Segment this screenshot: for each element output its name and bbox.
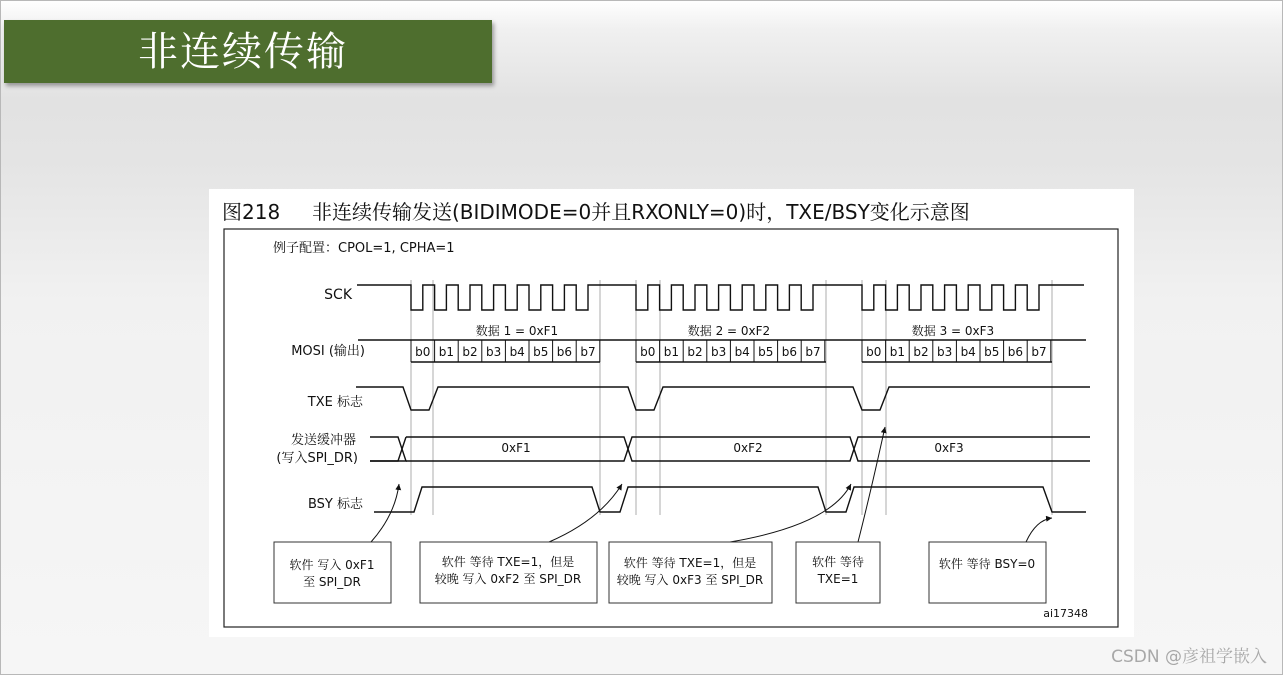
mosi-label: MOSI (输出) [291,344,365,359]
note-3-line-2: 较晚 写入 0xF3 至 SPI_DR [616,573,764,587]
buffer-value-3: 0xF3 [934,441,964,455]
bit-label-b5: b5 [758,345,774,359]
data-label-1: 数据 1 = 0xF1 [475,324,559,338]
config-label: 例子配置：CPOL=1, CPHA=1 [273,241,455,256]
bit-label-b2: b2 [687,345,703,359]
bit-label-b5: b5 [533,345,549,359]
note-3-line-1: 软件 等待 TXE=1，但是 [623,556,757,570]
bit-label-b0: b0 [640,345,656,359]
bit-label-b2: b2 [913,345,929,359]
note-4-line-1: 软件 等待 [812,555,864,569]
buffer-label-2: (写入SPI_DR) [276,451,358,466]
bit-label-b6: b6 [556,345,573,359]
guide-lines [411,280,1052,515]
buffer-value-2: 0xF2 [733,441,763,455]
note-4-line-2: TXE=1 [817,572,859,586]
sck-label: SCK [324,287,352,303]
bit-label-b3: b3 [485,345,502,359]
bit-label-b6: b6 [1007,345,1024,359]
bit-label-b7: b7 [580,345,596,359]
bit-label-b1: b1 [889,345,906,359]
sck-waveform [357,285,1084,310]
mosi-bit-cells [411,340,1051,362]
data-label-2: 数据 2 = 0xF2 [687,324,771,338]
bsy-label: BSY 标志 [307,497,363,512]
note-1-line-1: 软件 写入 0xF1 [289,558,375,572]
buffer-bus [370,437,1090,461]
note-2-line-1: 软件 等待 TXE=1，但是 [441,555,575,569]
bit-label-b3: b3 [936,345,953,359]
txe-label: TXE 标志 [307,395,363,410]
txe-waveform [356,387,1090,410]
slide-title: 非连续传输 [138,29,348,75]
bit-label-b4: b4 [509,345,525,359]
note-2-line-2: 较晚 写入 0xF2 至 SPI_DR [434,572,582,586]
buffer-label-1: 发送缓冲器 [290,433,356,448]
note-5-line-1: 软件 等待 BSY=0 [938,557,1036,571]
figure-id: ai17348 [1043,607,1088,620]
note-1-line-2: 至 SPI_DR [303,575,361,589]
bit-label-b7: b7 [1031,345,1047,359]
bit-label-b4: b4 [960,345,976,359]
buffer-value-1: 0xF1 [501,441,531,455]
bit-label-b1: b1 [663,345,680,359]
watermark: CSDN @彦祖学嵌入 [1111,647,1267,667]
bit-label-b2: b2 [462,345,478,359]
bit-label-b5: b5 [984,345,1000,359]
bit-label-b3: b3 [710,345,727,359]
bit-label-b1: b1 [438,345,455,359]
bit-label-b0: b0 [415,345,431,359]
bsy-waveform [374,487,1086,512]
bit-label-b6: b6 [781,345,798,359]
bit-label-b7: b7 [805,345,821,359]
bit-label-b0: b0 [866,345,882,359]
figure-caption: 图218 非连续传输发送(BIDIMODE=0并且RXONLY=0)时，TXE/BSY变化示意图 [222,200,970,224]
data-label-3: 数据 3 = 0xF3 [911,324,995,338]
bit-label-b4: b4 [734,345,750,359]
